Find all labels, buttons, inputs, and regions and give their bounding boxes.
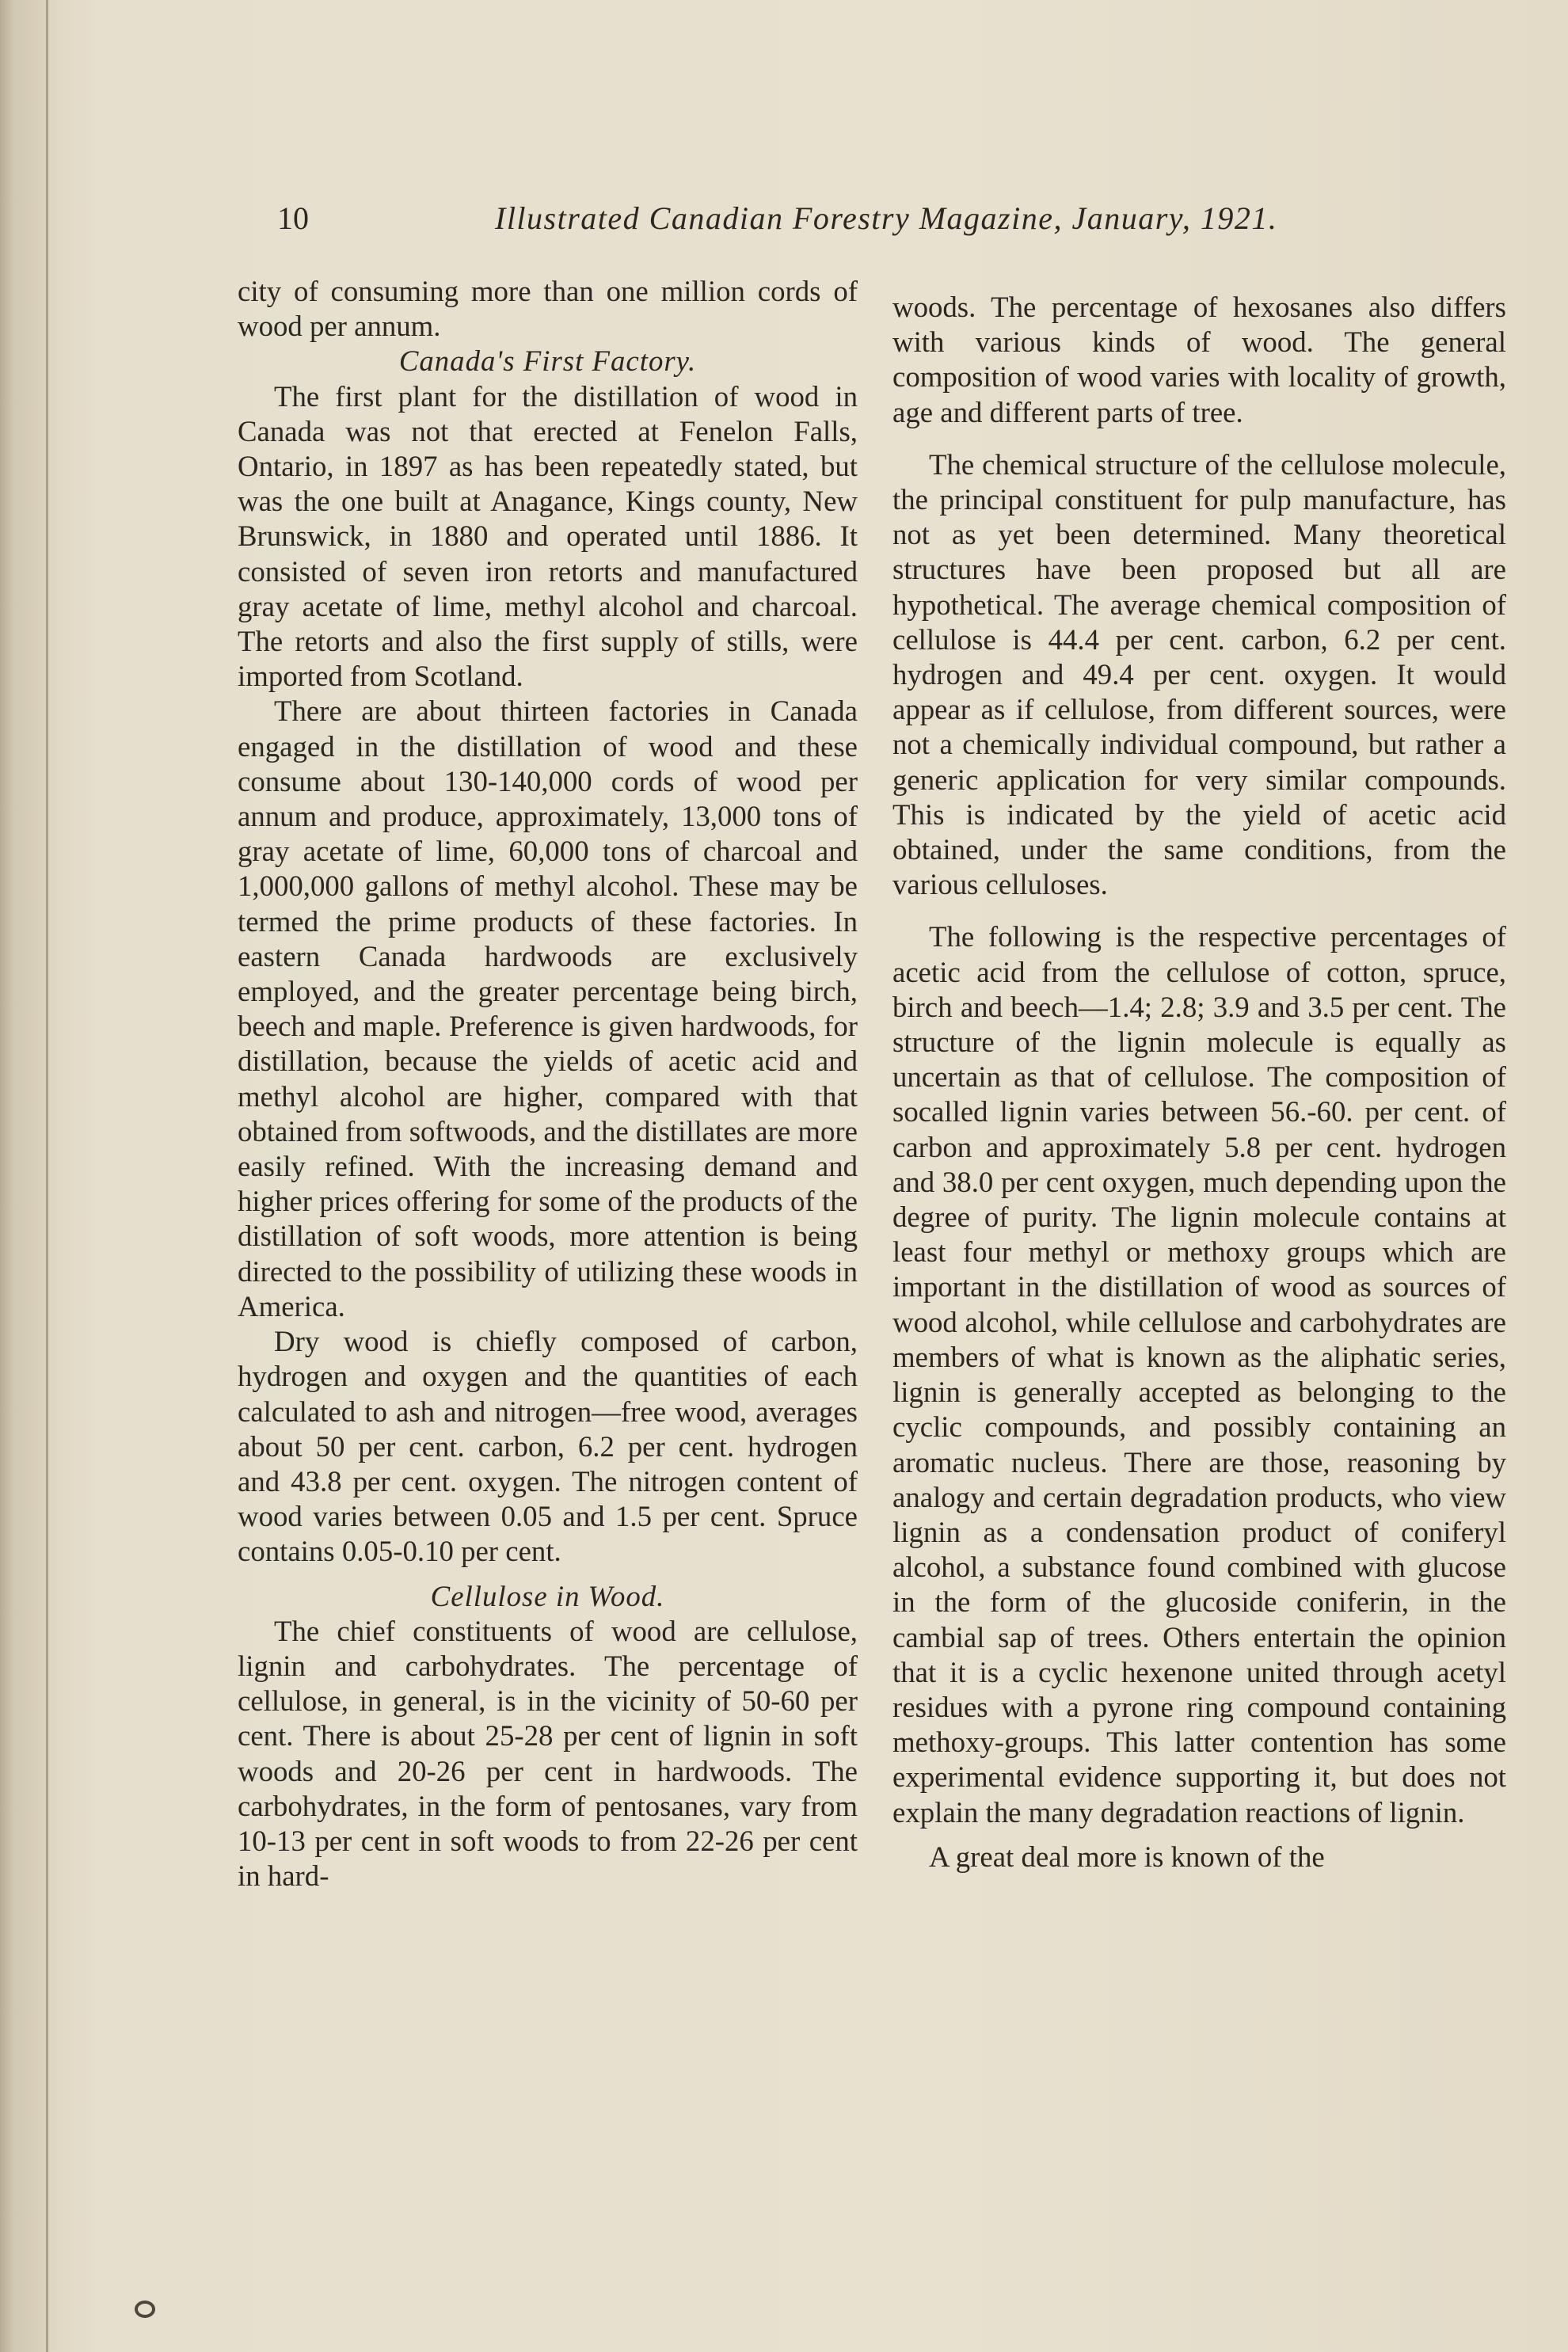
right-column <box>892 290 1506 1874</box>
left-column <box>238 274 858 1893</box>
paragraph: The following is the respective percentages of acetic acid from the cellulose of cotton, spruce, birch and beech—1.4; 2.8; 3.9 and 3.5 per cent. The structure of the lignin molecule is equally as uncertain as that of cellulose. The composition of socalled lignin varies between 56.-60. per cent. of carbon and approximately 5.8 per cent. hydrogen and 38.0 per cent oxygen, much depending upon the degree of purity. The lignin molecule contains at least four methyl or methoxy groups which are important in the distillation of wood as sources of wood alcohol, while cellulose and carbohydrates are members of what is known as the aliphatic series, lignin is generally accepted as belonging to the cyclic compounds, and possibly containing an aromatic nucleus. There are those, reasoning by analogy and certain degradation products, who view lignin as a condensation product of coniferyl alcohol, a substance found combined with glucose in the form of the glucoside coniferin, in the cambial sap of trees. Others entertain the opinion that it is a cyclic hexenone united through acetyl residues with a pyrone ring compound containing methoxy-groups. This latter contention has some experimental evidence supporting it, but does not explain the many degradation reactions of lignin. <box>892 920 1506 1829</box>
section-heading-cellulose: Cellulose in Wood. <box>430 1579 665 1612</box>
paragraph: The chemical structure of the cellulose molecule, the principal constituent for pulp manufacture, has not as yet been determined. Many theoretical structures have been proposed but all are hypothetical. The average chemical composition of cellulose is 44.4 per cent. carbon, 6.2 per cent. hydrogen and 49.4 per cent. oxygen. It would appear as if cellulose, from different sources, were not a chemically individual compound, but rather a generic application for very similar compounds. This is indicated by the yield of acetic acid obtained, under the same conditions, from the various celluloses. <box>892 447 1506 901</box>
paragraph: A great deal more is known of the <box>929 1840 1325 1873</box>
paragraph: Dry wood is chiefly composed of carbon, hydrogen and oxygen and the quantities of each calculated to ash and nitrogen—free wood, averages about 50 per cent. carbon, 6.2 per cent. hydrogen and 43.8 per cent. oxygen. The nitrogen content of wood varies between 0.05 and 1.5 per cent. Spruce contains 0.05-0.10 per cent. <box>238 1325 858 1568</box>
scan-artifact-mark <box>135 2301 155 2318</box>
paragraph: The chief constituents of wood are cellulose, lignin and carbohydrates. The percentage of cellulose, in general, is in the vicinity of 50-60 per cent. There is about 25-28 per cent of lignin in soft woods and 20-26 per cent in hardwoods. The carbohydrates, in the form of pentosanes, vary from 10-13 per cent in soft woods to from 22-26 per cent in hard- <box>238 1614 858 1893</box>
running-title: Illustrated Canadian Forestry Magazine, January, 1921. <box>495 200 1278 236</box>
section-heading-first-factory: Canada's First Factory. <box>398 344 697 378</box>
paragraph: The first plant for the distillation of wood in Canada was not that erected at Fenelon Falls, Ontario, in 1897 as has been repeatedly stated, but was the one built at Anagance, Kings county, New Brunswick, in 1880 and operated until 1886. It consisted of seven iron retorts and manufactured gray acetate of lime, methyl alcohol and charcoal. The retorts and also the first supply of stills, were imported from Scotland. <box>238 379 858 693</box>
paragraph: woods. The percentage of hexosanes also differs with various kinds of wood. The general composition of wood varies with locality of growth, age and different parts of tree. <box>892 291 1506 428</box>
page-header <box>277 200 1346 247</box>
binding-crease <box>46 0 48 2352</box>
paragraph: There are about thirteen factories in Canada engaged in the distillation of wood and these consume about 130-140,000 cords of wood per annum and produce, approximately, 13,000 tons of gray acetate of lime, 60,000 tons of charcoal and 1,000,000 gallons of methyl alcohol. These may be termed the prime products of these factories. In eastern Canada hardwoods are exclusively employed, and the greater percentage being birch, beech and maple. Preference is given hardwoods, for distillation, because the yields of acetic acid and methyl alcohol are higher, compared with that obtained from softwoods, and the distillates are more easily refined. With the increasing demand and higher prices offering for some of the products of the distillation of soft woods, more attention is being directed to the possibility of utilizing these woods in America. <box>238 695 858 1323</box>
page-number: 10 <box>277 200 309 236</box>
paragraph: city of consuming more than one million cords of wood per annum. <box>238 275 858 343</box>
